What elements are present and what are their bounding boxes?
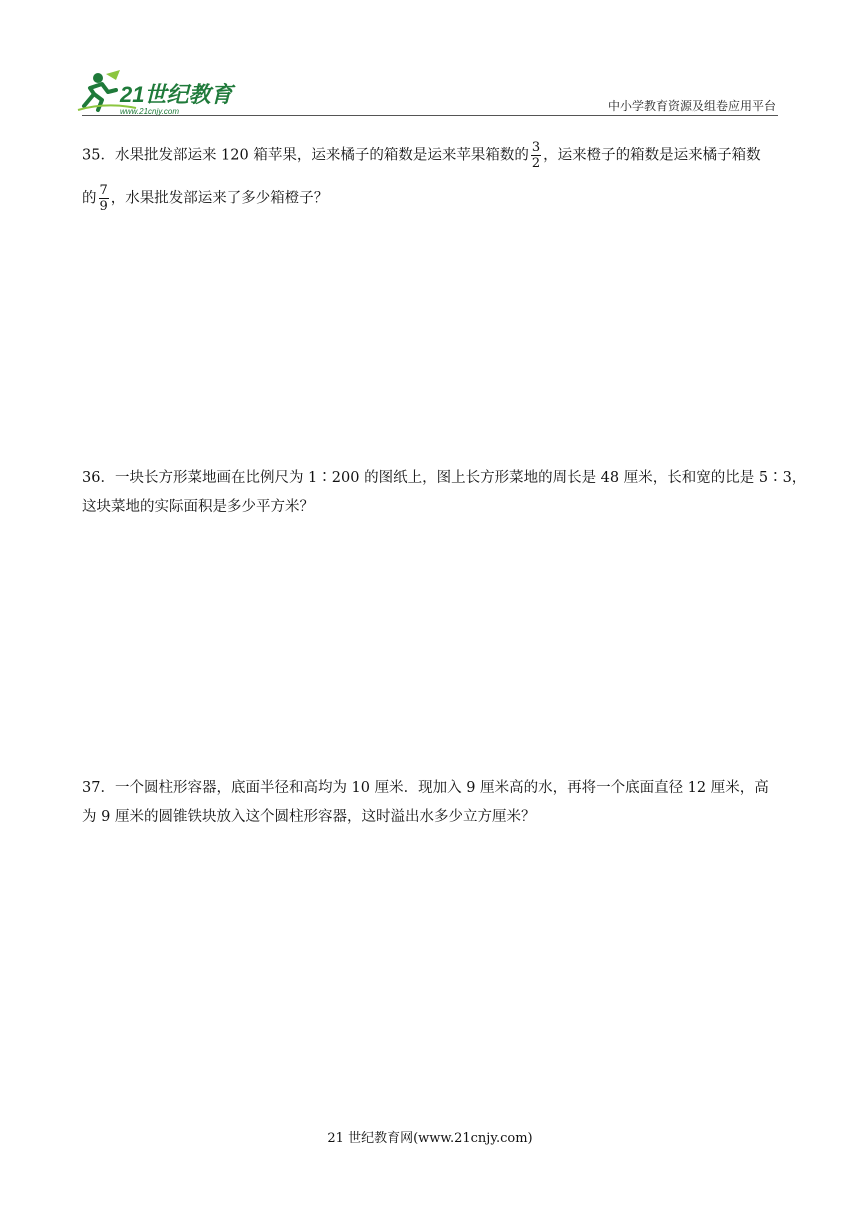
fraction-3-2 xyxy=(531,140,541,171)
question-36 xyxy=(82,464,807,522)
question-text: 水果批发部运来 120 箱苹果，运来橘子的箱数是运来苹果箱数的 xyxy=(114,147,529,164)
question-37 xyxy=(82,774,782,832)
fraction-7-9 xyxy=(99,183,109,214)
question-35-line-2 xyxy=(82,183,782,214)
question-text: ，运来橙子的箱数是运来橘子箱数 xyxy=(543,147,761,164)
question-number: 36． xyxy=(82,470,115,486)
fraction-numerator: 3 xyxy=(531,140,541,155)
page-header xyxy=(0,0,860,120)
question-text: 的 xyxy=(82,190,97,207)
fraction-numerator: 7 xyxy=(99,183,108,198)
site-logo xyxy=(76,68,256,118)
question-37-line-2 xyxy=(82,803,782,832)
platform-caption: 中小学教育资源及组卷应用平台 xyxy=(607,99,776,113)
logo-url: www.21cnjy.com xyxy=(120,107,179,116)
question-text: 这块菜地的实际面积是多少平方米？ xyxy=(82,499,314,515)
fraction-denominator: 9 xyxy=(99,199,108,214)
page-footer: 21 世纪教育网(www.21cnjy.com) xyxy=(327,1131,533,1146)
question-35 xyxy=(82,140,782,214)
logo-text: 21世纪教育 xyxy=(120,82,233,107)
question-number: 35． xyxy=(82,147,115,164)
question-text: 一块长方形菜地画在比例尺为 1∶200 的图纸上，图上长方形菜地的周长是 48 厘米，长和宽的比是 5∶3， xyxy=(114,470,807,486)
question-number: 37． xyxy=(82,780,115,796)
question-text: 为 9 厘米的圆锥铁块放入这个圆柱形容器，这时溢出水多少立方厘米？ xyxy=(82,809,536,825)
fraction-denominator: 2 xyxy=(531,156,541,171)
question-35-line-1 xyxy=(82,140,782,171)
header-divider xyxy=(82,115,778,116)
question-36-line-2 xyxy=(82,493,782,522)
question-text: ，水果批发部运来了多少箱橙子？ xyxy=(110,190,329,207)
question-36-line-1 xyxy=(82,464,807,493)
question-37-line-1 xyxy=(82,774,782,803)
question-text: 一个圆柱形容器，底面半径和高均为 10 厘米．现加入 9 厘米高的水，再将一个底面直径 12 厘米，高 xyxy=(114,780,769,796)
